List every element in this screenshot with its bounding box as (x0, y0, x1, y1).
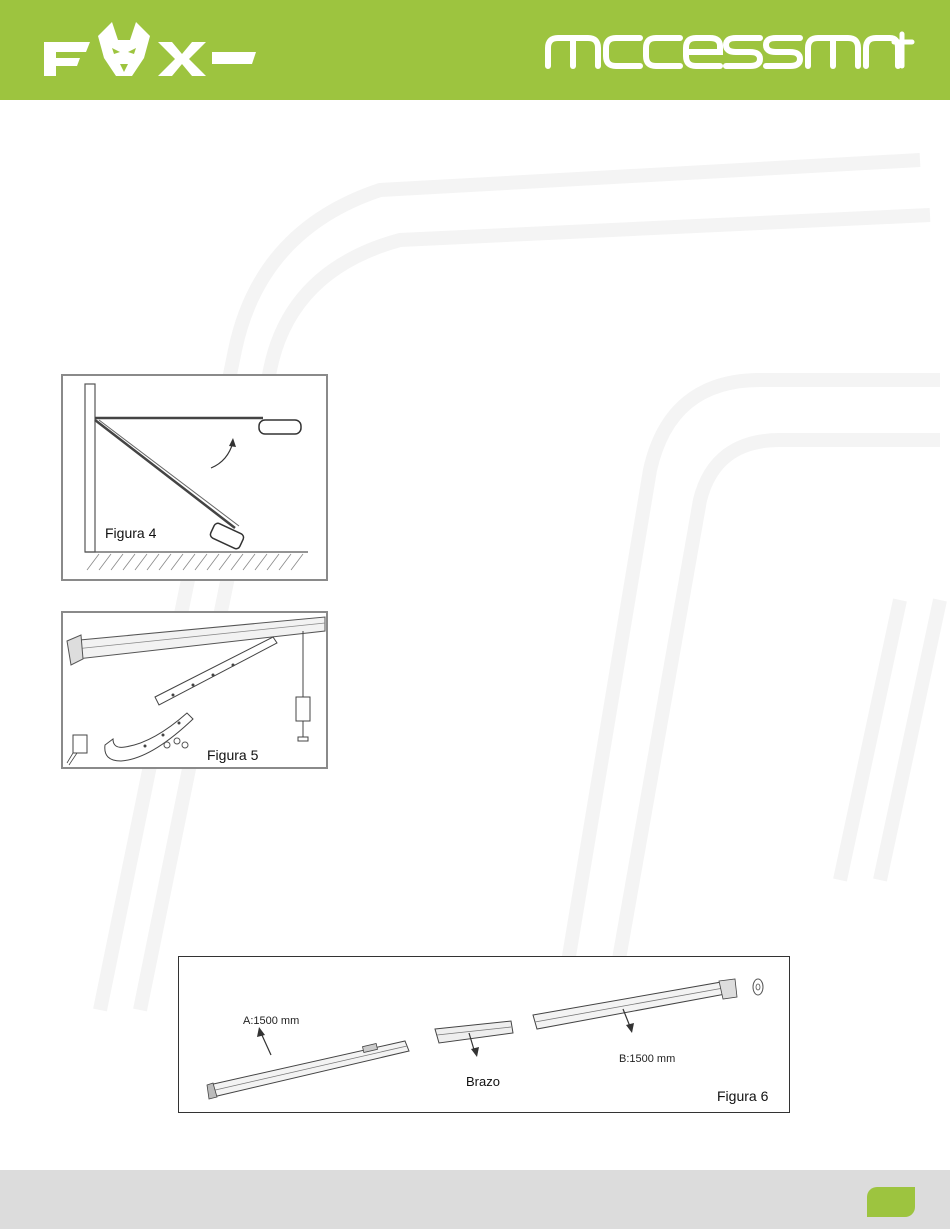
figure-4 (61, 374, 328, 581)
page-header (0, 0, 950, 100)
figure-6-caption: Figura 6 (717, 1088, 769, 1104)
label-arm: Brazo (466, 1074, 500, 1089)
label-b: B:1500 mm (619, 1053, 676, 1065)
label-a: A:1500 mm (243, 1015, 300, 1027)
figure-4-caption: Figura 4 (105, 525, 157, 541)
page-number-badge (867, 1187, 915, 1217)
accessmatic-logo (540, 30, 925, 70)
figure-5 (61, 611, 328, 769)
figure-5-drawing (63, 613, 326, 767)
page-footer (0, 1170, 950, 1229)
figure-5-caption: Figura 5 (207, 747, 259, 763)
figure-4-drawing (63, 376, 326, 579)
fox-logo (40, 14, 260, 84)
figure-6 (178, 956, 790, 1113)
